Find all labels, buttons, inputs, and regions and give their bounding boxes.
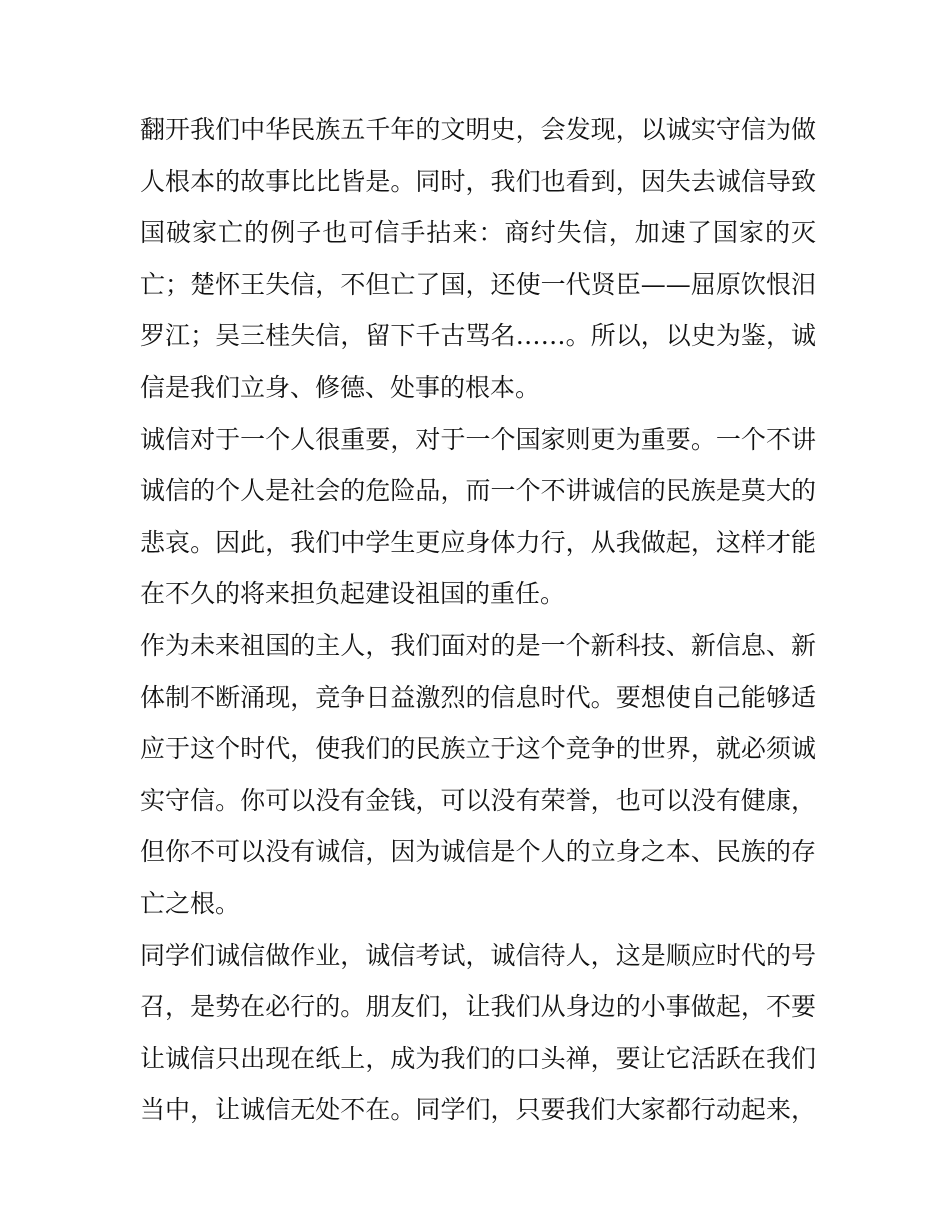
text-line: 翻开我们中华民族五千年的文明史，会发现，以诚实守信为做 [140,115,816,144]
text-line: 信是我们立身、修德、处事的根本。 [140,372,541,402]
text-line: 悲哀。因此，我们中学生更应身体力行，从我做起，这样才能 [140,527,816,557]
text-line: 诚信的个人是社会的危险品，而一个不讲诚信的民族是莫大的 [140,476,816,506]
text-line: 国破家亡的例子也可信手拈来：商纣失信，加速了国家的灭 [140,218,816,248]
text-line: 召，是势在必行的。朋友们，让我们从身边的小事做起，不要 [140,992,816,1022]
text-line: 罗江；吴三桂失信，留下千古骂名……。所以，以史为鉴，诚 [140,321,816,351]
text-line: 亡；楚怀王失信，不但亡了国，还使一代贤臣——屈原饮恨汨 [140,269,816,299]
text-line: 人根本的故事比比皆是。同时，我们也看到，因失去诚信导致 [140,166,816,196]
text-line: 作为未来祖国的主人，我们面对的是一个新科技、新信息、新 [140,630,816,660]
text-line: 诚信对于一个人很重要，对于一个国家则更为重要。一个不讲 [140,424,816,454]
text-line: 当中，让诚信无处不在。同学们，只要我们大家都行动起来， [140,1095,816,1125]
text-line: 同学们诚信做作业，诚信考试，诚信待人，这是顺应时代的号 [140,940,816,970]
text-line: 亡之根。 [140,888,241,918]
text-line: 让诚信只出现在纸上，成为我们的口头禅，要让它活跃在我们 [140,1043,816,1073]
text-line: 但你不可以没有诚信，因为诚信是个人的立身之本、民族的存 [140,837,816,867]
body-text [140,104,816,1136]
text-line: 实守信。你可以没有金钱，可以没有荣誉，也可以没有健康， [140,785,816,815]
text-line: 在不久的将来担负起建设祖国的重任。 [140,579,566,609]
text-line: 应于这个时代，使我们的民族立于这个竞争的世界，就必须诚 [140,734,816,764]
text-line: 体制不断涌现，竞争日益激烈的信息时代。要想使自己能够适 [140,682,816,712]
